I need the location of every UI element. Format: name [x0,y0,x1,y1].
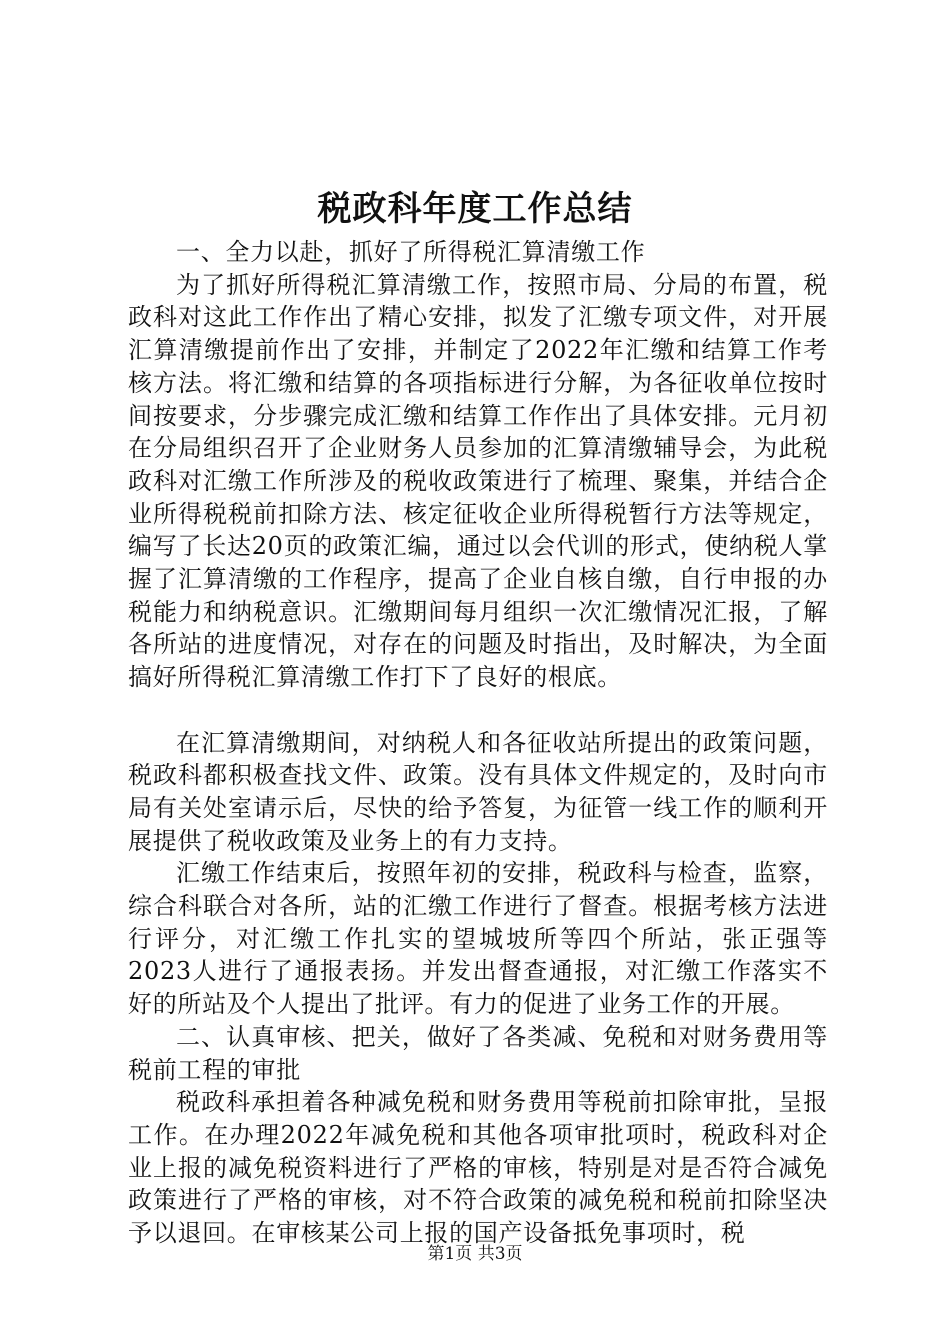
section-heading-2: 二、认真审核、把关，做好了各类减、免税和对财务费用等税前工程的审批 [128,1022,828,1084]
paragraph-spacer [128,694,828,727]
section-heading-1: 一、全力以赴，抓好了所得税汇算清缴工作 [176,238,646,266]
document-body [128,236,828,1250]
body-paragraph: 汇缴工作结束后，按照年初的安排，税政科与检查，监察，综合科联合对各所，站的汇缴工作进行了督查。根据考核方法进行评分，对汇缴工作扎实的望城坡所等四个所站，张正强等2023人进行了通报表扬。并发出督查通报，对汇缴工作落实不好的所站及个人提出了批评。有力的促进了业务工作的开展。 [128,859,828,1019]
body-paragraph: 在汇算清缴期间，对纳税人和各征收站所提出的政策问题，税政科都积极查找文件、政策。没有具体文件规定的，及时向市局有关处室请示后，尽快的给予答复，为征管一线工作的顺利开展提供了税收政策及业务上的有力支持。 [128,728,828,855]
body-paragraph: 税政科承担着各种减免税和财务费用等税前扣除审批，呈报工作。在办理2022年减免税和其他各项审批项时，税政科对企业上报的减免税资料进行了严格的审核，特别是对是否符合减免政策进行了严格的审核，对不符合政策的减免税和税前扣除坚决予以退回。在审核某公司上报的国产设备抵免事项时，税 [128,1088,828,1248]
page-number: 第1页 共3页 [427,1244,523,1264]
page-title: 税政科年度工作总结 [317,189,633,229]
body-paragraph: 为了抓好所得税汇算清缴工作，按照市局、分局的布置，税政科对这此工作作出了精心安排，拟发了汇缴专项文件，对开展汇算清缴提前作出了安排，并制定了2022年汇缴和结算工作考核方法。将汇缴和结算的各项指标进行分解，为各征收单位按时间按要求，分步骤完成汇缴和结算工作作出了具体安排。元月初在分局组织召开了企业财务人员参加的汇算清缴辅导会，为此税政科对汇缴工作所涉及的税收政策进行了梳理、聚集，并结合企业所得税税前扣除方法、核定征收企业所得税暂行方法等规定，编写了长达20页的政策汇编，通过以会代训的形式，使纳税人掌握了汇算清缴的工作程序，提高了企业自核自缴，自行申报的办税能力和纳税意识。汇缴期间每月组织一次汇缴情况汇报，了解各所站的进度情况，对存在的问题及时指出，及时解决，为全面搞好所得税汇算清缴工作打下了良好的根底。 [128,270,828,692]
